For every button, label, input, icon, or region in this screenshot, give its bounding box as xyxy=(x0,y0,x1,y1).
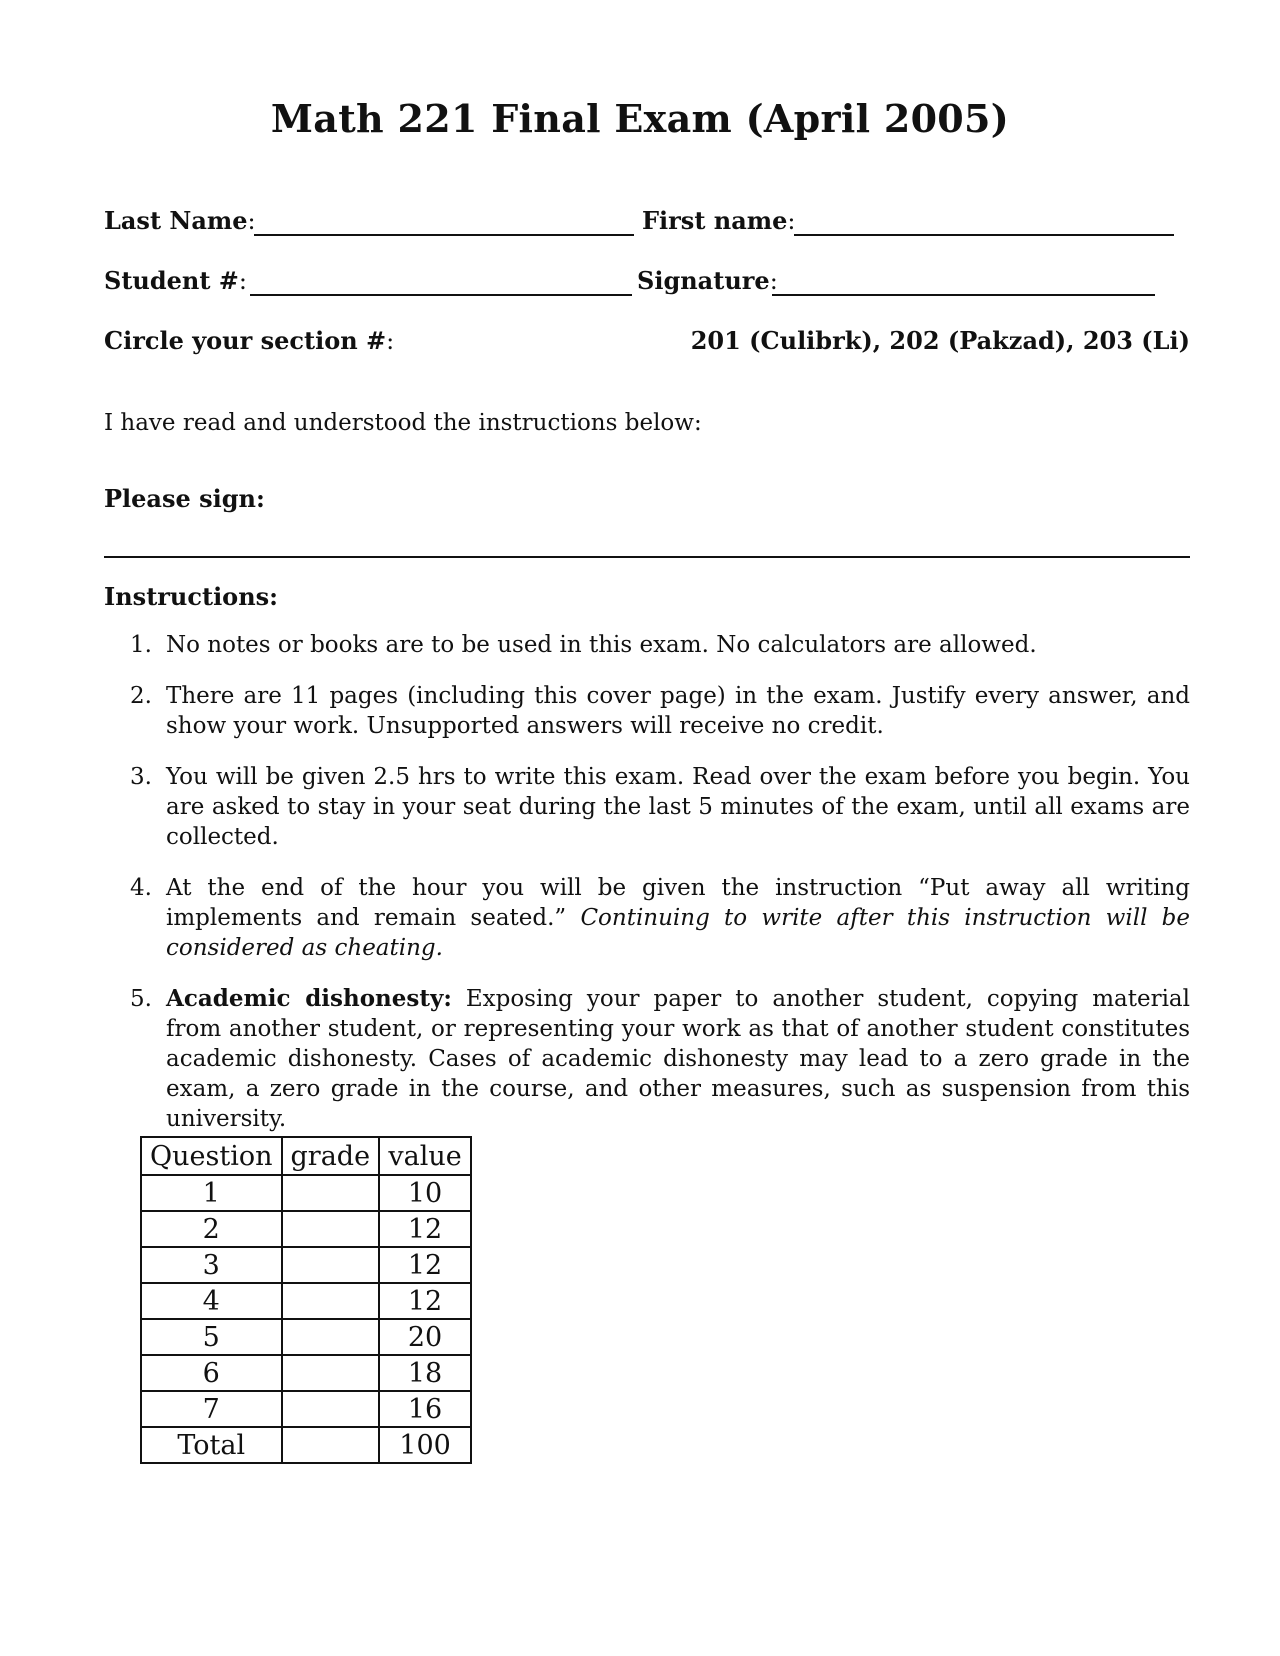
table-row: 5 20 xyxy=(141,1319,471,1355)
grade-cell[interactable] xyxy=(282,1175,380,1211)
instruction-item: 2. There are 11 pages (including this cover page) in the exam. Justify every answer, and show your work. Unsupported answers will receive no credit. xyxy=(130,683,1190,739)
grade-cell[interactable] xyxy=(282,1283,380,1319)
grade-cell[interactable] xyxy=(282,1247,380,1283)
last-name-field[interactable] xyxy=(254,234,634,236)
exam-title: Math 221 Final Exam (April 2005) xyxy=(270,96,1010,141)
first-name-field[interactable] xyxy=(794,234,1174,236)
table-header-row xyxy=(141,1137,471,1175)
table-row: 4 12 xyxy=(141,1283,471,1319)
table-row: 3 12 xyxy=(141,1247,471,1283)
total-grade-cell[interactable] xyxy=(282,1427,380,1463)
first-name-label: First name: xyxy=(642,206,796,235)
total-value: 100 xyxy=(379,1427,471,1463)
signature-label: Signature: xyxy=(637,266,778,295)
grade-cell[interactable] xyxy=(282,1355,380,1391)
signature-line[interactable] xyxy=(104,556,1190,558)
grade-cell[interactable] xyxy=(282,1211,380,1247)
grade-cell[interactable] xyxy=(282,1319,380,1355)
student-number-label: Student #: xyxy=(104,266,248,295)
column-header-grade: grade xyxy=(282,1137,380,1175)
signature-field[interactable] xyxy=(772,294,1155,296)
name-row xyxy=(104,206,1190,246)
grade-table xyxy=(140,1136,472,1464)
student-number-field[interactable] xyxy=(250,294,632,296)
instructions-heading: Instructions: xyxy=(104,582,279,611)
grade-cell[interactable] xyxy=(282,1391,380,1427)
instruction-item: 4. At the end of the hour you will be given the instruction “Put away all writing implements and remain seated.” Continuing to write after this instruction will be considered as cheating. xyxy=(130,875,1191,961)
column-header-question: Question xyxy=(141,1137,282,1175)
table-row: 1 10 xyxy=(141,1175,471,1211)
instruction-item: 5. Academic dishonesty: Exposing your paper to another student, copying material from another student, or representing your work as that of another student constitutes academic dishonesty. Cases of academic dishonesty may lead to a zero grade in the exam, a zero grade in the course, and other measures, such as suspension from this university. xyxy=(130,985,1191,1132)
section-row xyxy=(104,326,1190,366)
last-name-label: Last Name: xyxy=(104,206,256,235)
table-row: 7 16 xyxy=(141,1391,471,1427)
acknowledgement-text: I have read and understood the instructions below: xyxy=(104,410,702,436)
please-sign-label: Please sign: xyxy=(104,484,265,513)
section-options[interactable]: 201 (Culibrk), 202 (Pakzad), 203 (Li) xyxy=(690,326,1190,355)
column-header-value: value xyxy=(379,1137,471,1175)
total-row xyxy=(141,1427,471,1463)
id-row xyxy=(104,266,1190,306)
total-label: Total xyxy=(141,1427,282,1463)
instruction-item: 3. You will be given 2.5 hrs to write this exam. Read over the exam before you begin. You are asked to stay in your seat during the last 5 minutes of the exam, until all exams are collected. xyxy=(130,764,1190,850)
table-row: 6 18 xyxy=(141,1355,471,1391)
instruction-item: 1. No notes or books are to be used in this exam. No calculators are allowed. xyxy=(130,632,1037,658)
section-label: Circle your section #: xyxy=(104,326,395,355)
academic-dishonesty-label: Academic dishonesty: xyxy=(166,985,452,1012)
table-row: 2 12 xyxy=(141,1211,471,1247)
instructions-list xyxy=(104,630,1190,1155)
